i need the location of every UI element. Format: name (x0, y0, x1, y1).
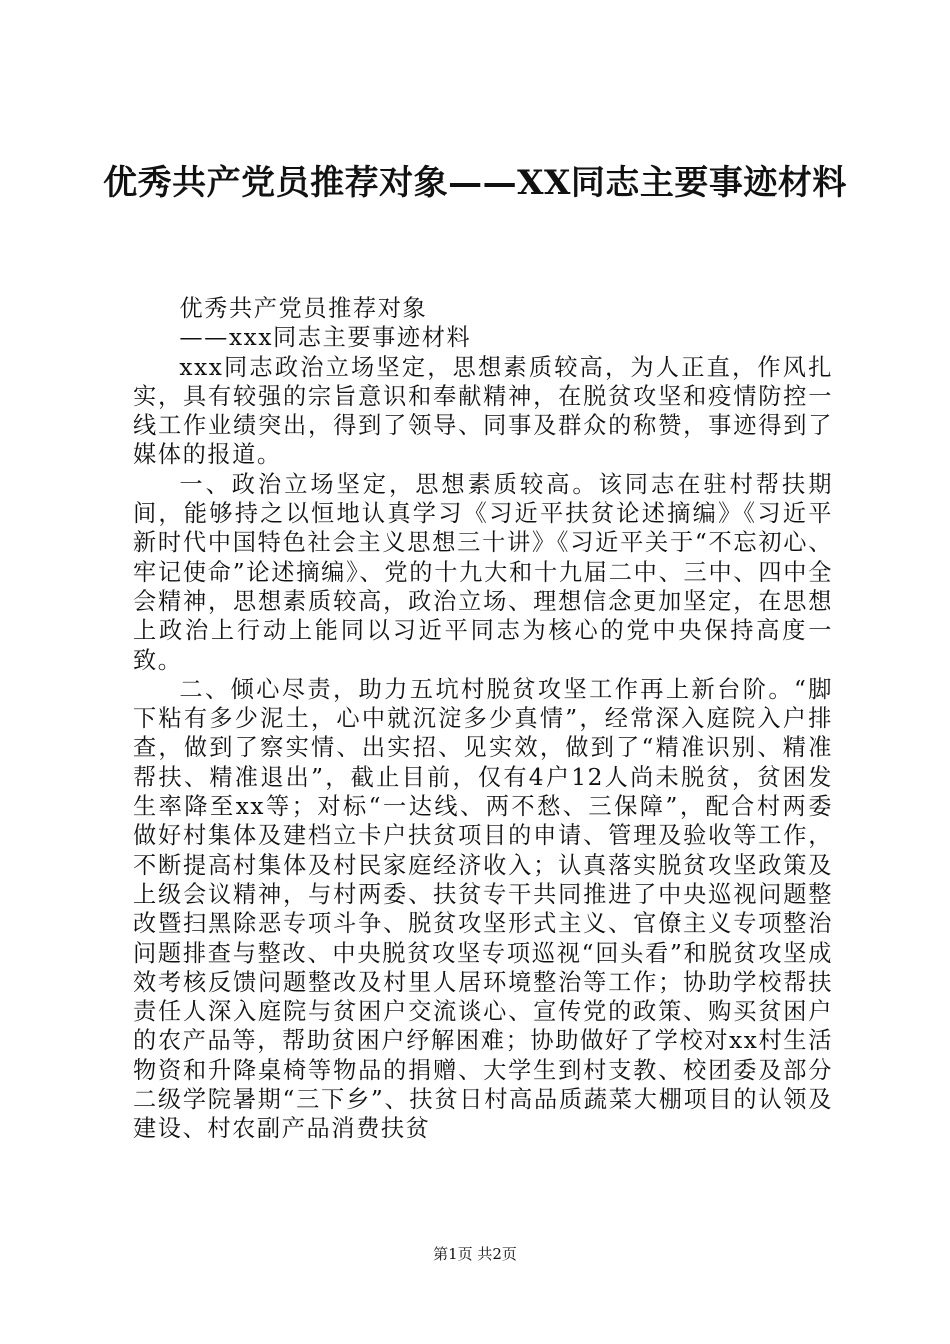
subtitle-line-1: 优秀共产党员推荐对象 (179, 295, 428, 322)
paragraph-section-1: 一、政治立场坚定，思想素质较高。该同志在驻村帮扶期间，能够持之以恒地认真学习《习近平扶贫论述摘编》《习近平新时代中国特色社会主义思想三十讲》《习近平关于“不忘初心、牢记使命”论述摘编》、党的十九大和十九届二中、三中、四中全会精神，思想素质较高，政治立场、理想信念更加坚定，在思想上政治上行动上能同以习近平同志为核心的党中央保持高度一致。 (133, 470, 833, 674)
document-title: 优秀共产党员推荐对象——XX同志主要事迹材料 (103, 163, 847, 203)
document-body (133, 294, 833, 1144)
page-number-footer: 第1页 共2页 (433, 1245, 517, 1263)
subtitle-line-2: ——xxx同志主要事迹材料 (179, 324, 472, 352)
paragraph-section-2: 二、倾心尽责，助力五坑村脱贫攻坚工作再上新台阶。“脚下粘有多少泥土，心中就沉淀多少真情”，经常深入庭院入户排查，做到了察实情、出实招、见实效，做到了“精准识别、精准帮扶、精准退出”，截止目前，仅有4户12人尚未脱贫，贫困发生率降至xx等；对标“一达线、两不愁、三保障”，配合村两委做好村集体及建档立卡户扶贫项目的申请、管理及验收等工作，不断提高村集体及村民家庭经济收入；认真落实脱贫攻坚政策及上级会议精神，与村两委、扶贫专干共同推进了中央巡视问题整改暨扫黑除恶专项斗争、脱贫攻坚形式主义、官僚主义专项整治问题排查与整改、中央脱贫攻坚专项巡视“回头看”和脱贫攻坚成效考核反馈问题整改及村里人居环境整治等工作；协助学校帮扶责任人深入庭院与贫困户交流谈心、宣传党的政策、购买贫困户的农产品等，帮助贫困户纾解困难；协助做好了学校对xx村生活物资和升降桌椅等物品的捐赠、大学生到村支教、校团委及部分二级学院暑期“三下乡”、扶贫日村高品质蔬菜大棚项目的认领及建设、村农副产品消费扶贫 (133, 675, 833, 1143)
paragraph-intro: xxx同志政治立场坚定，思想素质较高，为人正直，作风扎实，具有较强的宗旨意识和奉献精神，在脱贫攻坚和疫情防控一线工作业绩突出，得到了领导、同事及群众的称赞，事迹得到了媒体的报道。 (133, 353, 833, 469)
